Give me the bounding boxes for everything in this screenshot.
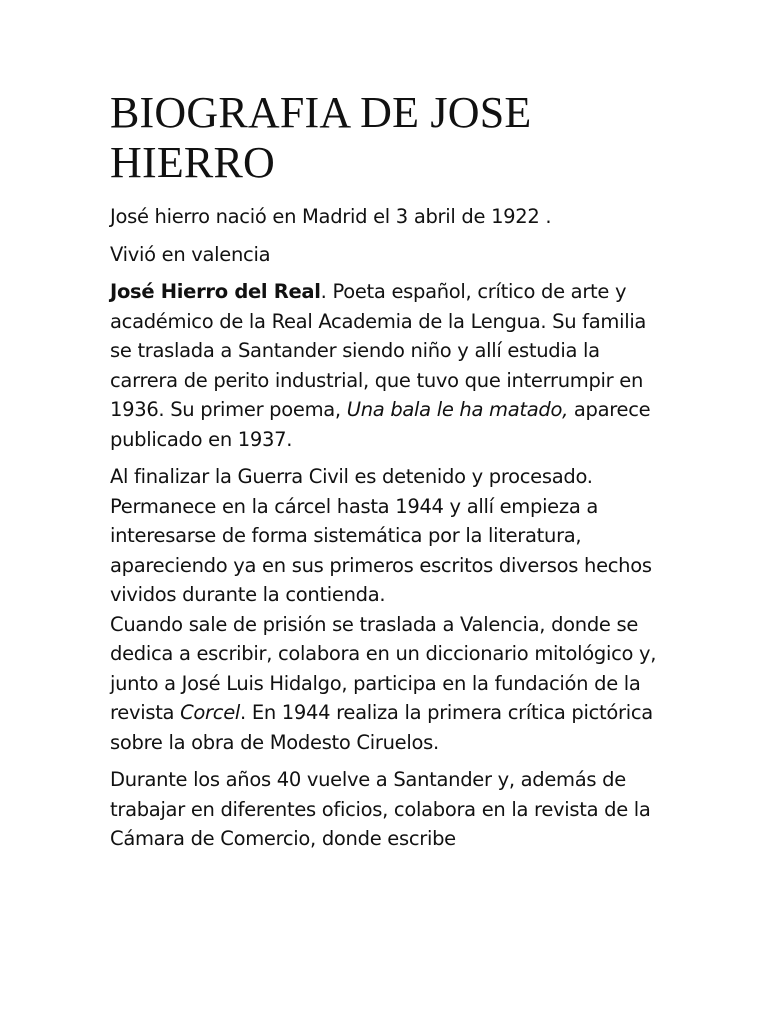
document-page bbox=[110, 88, 670, 862]
paragraph-valencia bbox=[110, 610, 670, 758]
document-title: BIOGRAFIA DE JOSE HIERRO bbox=[110, 88, 532, 187]
paragraph-intro-text-a: . Poeta español, crítico de arte y académico de la Real Academia de la Lengua. Su familia se traslada a Santander siendo niño y allí estudia la carrera de perito industrial, que tuvo que interrumpir en 1936. Su primer poema, bbox=[110, 280, 647, 421]
paragraph-santander: Durante los años 40 vuelve a Santander y, además de trabajar en diferentes oficios, colabora en la revista de la Cámara de Comercio, donde escribe bbox=[110, 768, 651, 850]
birth-line: José hierro nació en Madrid el 3 abril de 1922 . bbox=[110, 205, 552, 228]
magazine-title: Corcel bbox=[180, 701, 241, 724]
paragraph-civil-war: Al finalizar la Guerra Civil es detenido y procesado. Permanece en la cárcel hasta 1944 y allí empieza a interesarse de forma sistemática por la literatura, apareciendo ya en sus primeros escritos diversos hechos vividos durante la contienda. bbox=[110, 465, 652, 606]
paragraph-valencia-text-a: Cuando sale de prisión se traslada a Valencia, donde se dedica a escribir, colabora en un diccionario mitológico y, junto a José Luis Hidalgo, participa en la fundación de la revista bbox=[110, 612, 657, 724]
poet-name: José Hierro del Real bbox=[110, 280, 321, 303]
paragraph-valencia-text-b: . En 1944 realiza la primera crítica pictórica sobre la obra de Modesto Ciruelos. bbox=[110, 701, 653, 754]
paragraph-intro bbox=[110, 277, 670, 454]
poem-title: Una bala le ha matado, bbox=[346, 398, 568, 421]
residence-line: Vivió en valencia bbox=[110, 242, 271, 266]
paragraph-intro-text-b: aparece publicado en 1937. bbox=[110, 398, 651, 451]
